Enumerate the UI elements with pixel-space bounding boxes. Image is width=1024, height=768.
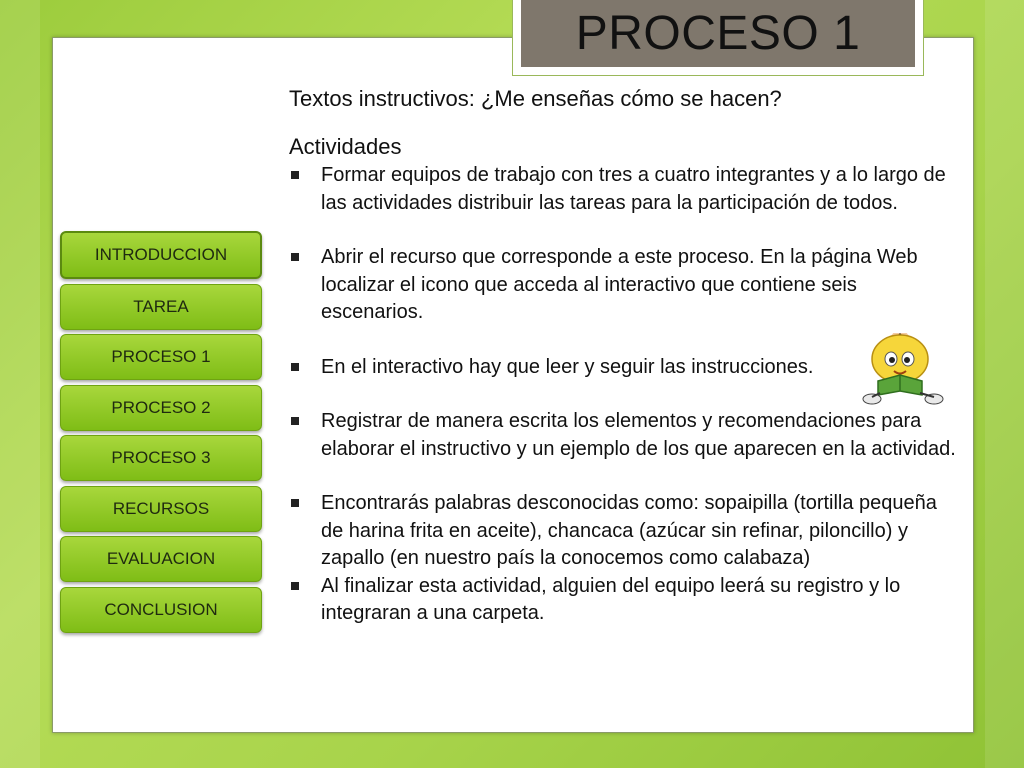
sidebar-nav xyxy=(60,231,262,637)
list-item: En el interactivo hay que leer y seguir las instrucciones. xyxy=(289,354,961,382)
nav-proceso1-button[interactable]: PROCESO 1 xyxy=(60,334,262,380)
list-item: Encontrarás palabras desconocidas como: sopaipilla (tortilla pequeña de harina frita en aceite), chancaca (azúcar sin refinar, piloncillo) y zapallo (en nuestro país la conocemos como calabaza) xyxy=(289,490,961,573)
nav-proceso3-button[interactable]: PROCESO 3 xyxy=(60,435,262,481)
nav-proceso2-button[interactable]: PROCESO 2 xyxy=(60,385,262,431)
nav-evaluacion-button[interactable]: EVALUACION xyxy=(60,536,262,582)
nav-introduccion-button[interactable]: INTRODUCCION xyxy=(60,231,262,279)
background-stripe xyxy=(0,0,40,768)
title-box xyxy=(512,0,924,76)
page-heading: Textos instructivos: ¿Me enseñas cómo se hacen? xyxy=(289,86,782,111)
background-stripe xyxy=(985,0,1024,768)
nav-recursos-button[interactable]: RECURSOS xyxy=(60,486,262,532)
list-item: Al finalizar esta actividad, alguien del equipo leerá su registro y lo integraran a una carpeta. xyxy=(289,573,961,628)
nav-tarea-button[interactable]: TAREA xyxy=(60,284,262,330)
title-banner xyxy=(521,0,915,67)
list-item: Abrir el recurso que corresponde a este proceso. En la página Web localizar el icono que acceda al interactivo que contiene seis escenarios. xyxy=(289,244,961,327)
nav-conclusion-button[interactable]: CONCLUSION xyxy=(60,587,262,633)
pencil-reading-book-icon xyxy=(850,333,954,409)
slide-title: PROCESO 1 xyxy=(575,6,861,60)
activities-heading: Actividades xyxy=(289,134,402,159)
list-item: Registrar de manera escrita los elementos y recomendaciones para elaborar el instructivo y un ejemplo de los que aparecen en la actividad. xyxy=(289,408,961,463)
list-item: Formar equipos de trabajo con tres a cuatro integrantes y a lo largo de las actividades distribuir las tareas para la participación de todos. xyxy=(289,162,961,217)
